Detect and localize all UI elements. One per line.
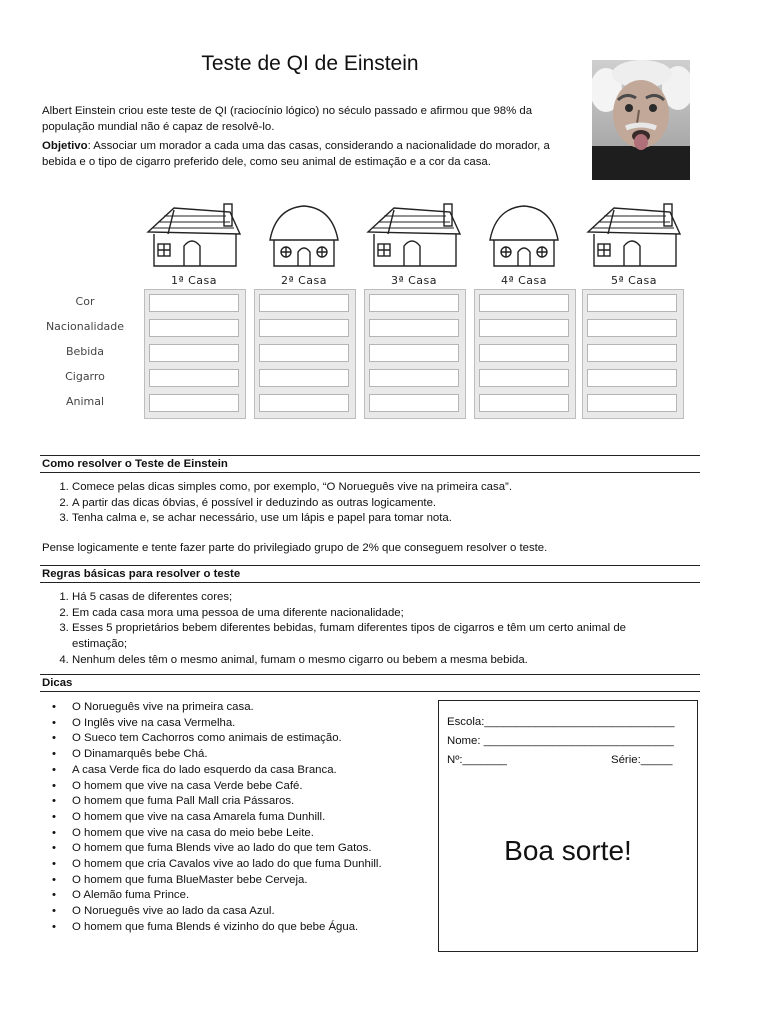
list-item: • O homem que fuma BlueMaster bebe Cerveja. xyxy=(72,873,432,889)
cell-4-bebida[interactable] xyxy=(479,344,569,362)
intro-paragraph: Albert Einstein criou este teste de QI (raciocínio lógico) no século passado e afirmou que 98% da população mundial não é capaz de resolvê-lo. xyxy=(42,105,533,133)
grade-field[interactable]: Série:_____ xyxy=(611,754,673,766)
house-5 xyxy=(584,200,684,290)
cell-5-cigarro[interactable] xyxy=(587,369,677,387)
list-item: • O homem que cria Cavalos vive ao lado do que fuma Dunhill. xyxy=(72,857,432,873)
list-item: • O Alemão fuma Prince. xyxy=(72,888,432,904)
row-label-cigarro: Cigarro xyxy=(65,370,105,383)
list-item: • O Dinamarquês bebe Chá. xyxy=(72,747,432,763)
cell-5-cor[interactable] xyxy=(587,294,677,312)
list-item: 2. Em cada casa mora uma pessoa de uma diferente nacionalidade; xyxy=(72,606,672,622)
list-item: • O Norueguês vive ao lado da casa Azul. xyxy=(72,904,432,920)
house-3 xyxy=(364,200,464,290)
houses-row xyxy=(140,200,680,290)
school-field[interactable]: Escola:______________________________ xyxy=(447,716,675,728)
cell-2-animal[interactable] xyxy=(259,394,349,412)
objective-text: : Associar um morador a cada uma das casas, considerando a nacionalidade do morador, a bebida e o tipo de cigarro preferido dele, como seu animal de estimação e a cor da casa. xyxy=(42,140,550,168)
row-label-animal: Animal xyxy=(65,395,105,408)
cell-2-cor[interactable] xyxy=(259,294,349,312)
grid-column-5 xyxy=(582,289,684,419)
cell-5-nacionalidade[interactable] xyxy=(587,319,677,337)
good-luck-text: Boa sorte! xyxy=(504,835,632,866)
list-item: • O Sueco tem Cachorros como animais de estimação. xyxy=(72,731,432,747)
row-label-nacionalidade: Nacionalidade xyxy=(45,320,125,333)
grid-column-4 xyxy=(474,289,576,419)
house-label-1: 1ª Casa xyxy=(170,274,218,287)
cell-2-cigarro[interactable] xyxy=(259,369,349,387)
rules-heading: Regras básicas para resolver o teste xyxy=(40,565,700,583)
cell-3-cor[interactable] xyxy=(369,294,459,312)
house-4 xyxy=(474,200,574,290)
cell-4-cigarro[interactable] xyxy=(479,369,569,387)
row-label-bebida: Bebida xyxy=(65,345,105,358)
cell-2-bebida[interactable] xyxy=(259,344,349,362)
list-item: 1. Comece pelas dicas simples como, por exemplo, “O Norueguês vive na primeira casa”. xyxy=(72,480,672,496)
einstein-photo xyxy=(592,60,690,180)
house-1 xyxy=(144,200,244,290)
how-to-solve-list xyxy=(72,480,672,527)
cell-3-bebida[interactable] xyxy=(369,344,459,362)
row-label-cor: Cor xyxy=(75,295,95,308)
house-label-3: 3ª Casa xyxy=(390,274,438,287)
cell-1-cor[interactable] xyxy=(149,294,239,312)
tips-list xyxy=(72,700,432,936)
grid-column-1 xyxy=(144,289,246,419)
grid-column-3 xyxy=(364,289,466,419)
list-item: • O homem que fuma Blends vive ao lado do que tem Gatos. xyxy=(72,841,432,857)
student-form-box xyxy=(438,700,698,952)
cell-1-cigarro[interactable] xyxy=(149,369,239,387)
list-item: • A casa Verde fica do lado esquerdo da casa Branca. xyxy=(72,763,432,779)
objective-label: Objetivo xyxy=(42,140,88,152)
cell-1-bebida[interactable] xyxy=(149,344,239,362)
list-item: • O homem que fuma Pall Mall cria Pássaros. xyxy=(72,794,432,810)
grid-column-2 xyxy=(254,289,356,419)
cell-1-nacionalidade[interactable] xyxy=(149,319,239,337)
answer-grid xyxy=(0,289,768,419)
how-to-solve-heading: Como resolver o Teste de Einstein xyxy=(40,455,700,473)
cell-3-nacionalidade[interactable] xyxy=(369,319,459,337)
rules-list xyxy=(72,590,672,669)
list-item: • O Inglês vive na casa Vermelha. xyxy=(72,716,432,732)
list-item: • O homem que vive na casa do meio bebe Leite. xyxy=(72,826,432,842)
house-2 xyxy=(254,200,354,290)
list-item: 4. Nenhum deles têm o mesmo animal, fumam o mesmo cigarro ou bebem a mesma bebida. xyxy=(72,653,672,669)
intro-text xyxy=(42,104,582,174)
house-label-4: 4ª Casa xyxy=(500,274,548,287)
cell-5-bebida[interactable] xyxy=(587,344,677,362)
objective-paragraph xyxy=(42,139,582,170)
cell-4-animal[interactable] xyxy=(479,394,569,412)
cell-5-animal[interactable] xyxy=(587,394,677,412)
house-label-2: 2ª Casa xyxy=(280,274,328,287)
list-item: 3. Esses 5 proprietários bebem diferentes bebidas, fumam diferentes tipos de cigarros e têm um certo animal de estimação; xyxy=(72,621,672,652)
tips-heading: Dicas xyxy=(40,674,700,692)
list-item: 1. Há 5 casas de diferentes cores; xyxy=(72,590,672,606)
list-item: • O homem que vive na casa Amarela fuma Dunhill. xyxy=(72,810,432,826)
list-item: • O homem que fuma Blends é vizinho do que bebe Água. xyxy=(72,920,432,936)
list-item: 3. Tenha calma e, se achar necessário, use um lápis e papel para tomar nota. xyxy=(72,511,672,527)
cell-4-nacionalidade[interactable] xyxy=(479,319,569,337)
list-item: • O Norueguês vive na primeira casa. xyxy=(72,700,432,716)
page-title: Teste de QI de Einstein xyxy=(201,52,419,75)
cell-3-animal[interactable] xyxy=(369,394,459,412)
list-item: 2. A partir das dicas óbvias, é possível ir deduzindo as outras logicamente. xyxy=(72,496,672,512)
list-item: • O homem que vive na casa Verde bebe Café. xyxy=(72,779,432,795)
cell-4-cor[interactable] xyxy=(479,294,569,312)
name-field[interactable]: Nome: ______________________________ xyxy=(447,735,674,747)
number-field[interactable]: Nº:_______ xyxy=(447,754,507,766)
house-label-5: 5ª Casa xyxy=(610,274,658,287)
cell-3-cigarro[interactable] xyxy=(369,369,459,387)
cell-2-nacionalidade[interactable] xyxy=(259,319,349,337)
cell-1-animal[interactable] xyxy=(149,394,239,412)
note-text: Pense logicamente e tente fazer parte do privilegiado grupo de 2% que conseguem resolver o teste. xyxy=(42,542,548,554)
